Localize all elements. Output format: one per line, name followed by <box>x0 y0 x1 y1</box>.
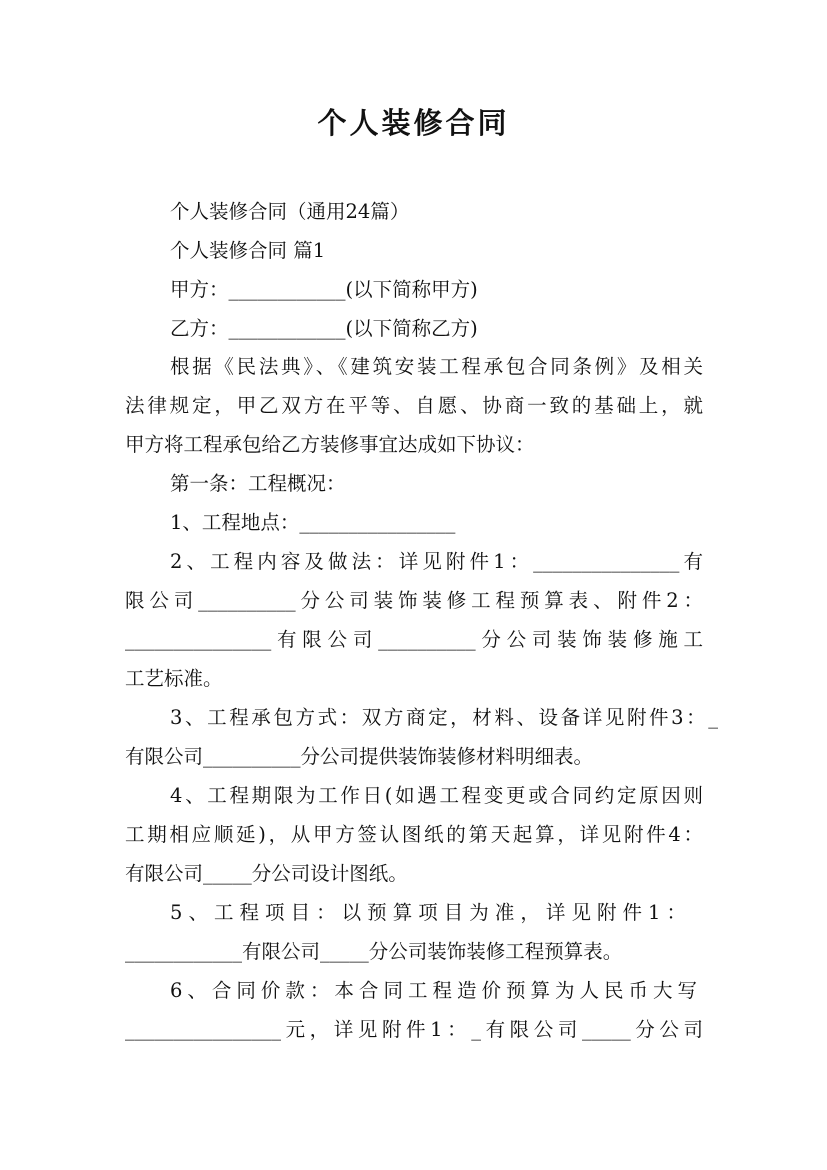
clause-6-line-2: ________________元，详见附件1：_有限公司_____分公司 <box>125 1018 703 1041</box>
clause-4-line-3: 有限公司_____分公司设计图纸。 <box>125 862 408 885</box>
clause-4-line-2: 工期相应顺延)，从甲方签认图纸的第天起算，详见附件4： <box>125 823 703 846</box>
clause-4-line-1: 4、工程期限为工作日(如遇工程变更或合同约定原因则 <box>170 784 703 807</box>
section-heading: 个人装修合同 篇1 <box>170 239 326 262</box>
clause-3-line-2: 有限公司__________分公司提供装饰装修材料明细表。 <box>125 745 594 768</box>
clause-3-line-1: 3、工程承包方式：双方商定，材料、设备详见附件3：_ <box>170 706 718 729</box>
subtitle-line: 个人装修合同（通用24篇） <box>170 200 410 223</box>
clause-2-line-1: 2、工程内容及做法：详见附件1：_______________有 <box>170 550 703 573</box>
clause-1-line: 1、工程地点：________________ <box>170 511 456 534</box>
clause-5-line-2: ____________有限公司_____分公司装饰装修工程预算表。 <box>125 940 623 963</box>
party-b-line: 乙方：____________(以下简称乙方) <box>170 317 478 340</box>
clause-2-line-2: 限公司__________分公司装饰装修工程预算表、附件2： <box>125 589 703 612</box>
clause-5-line-1: 5、工程项目：以预算项目为准，详见附件1： <box>170 901 686 924</box>
document-title: 个人装修合同 <box>317 106 510 140</box>
party-a-line: 甲方：____________(以下简称甲方) <box>170 278 478 301</box>
clause-6-line-1: 6、合同价款：本合同工程造价预算为人民币大写 <box>170 979 697 1002</box>
preamble-line-2: 法律规定，甲乙双方在平等、自愿、协商一致的基础上，就 <box>125 394 703 417</box>
preamble-line-1: 根据《民法典》、《建筑安装工程承包合同条例》及相关 <box>170 355 703 378</box>
clause-2-line-4: 工艺标准。 <box>125 667 223 690</box>
preamble-line-3: 甲方将工程承包给乙方装修事宜达成如下协议： <box>125 433 535 456</box>
clause-2-line-3: _______________有限公司__________分公司装饰装修施工 <box>125 628 703 651</box>
article-one-heading: 第一条：工程概况： <box>170 472 346 495</box>
